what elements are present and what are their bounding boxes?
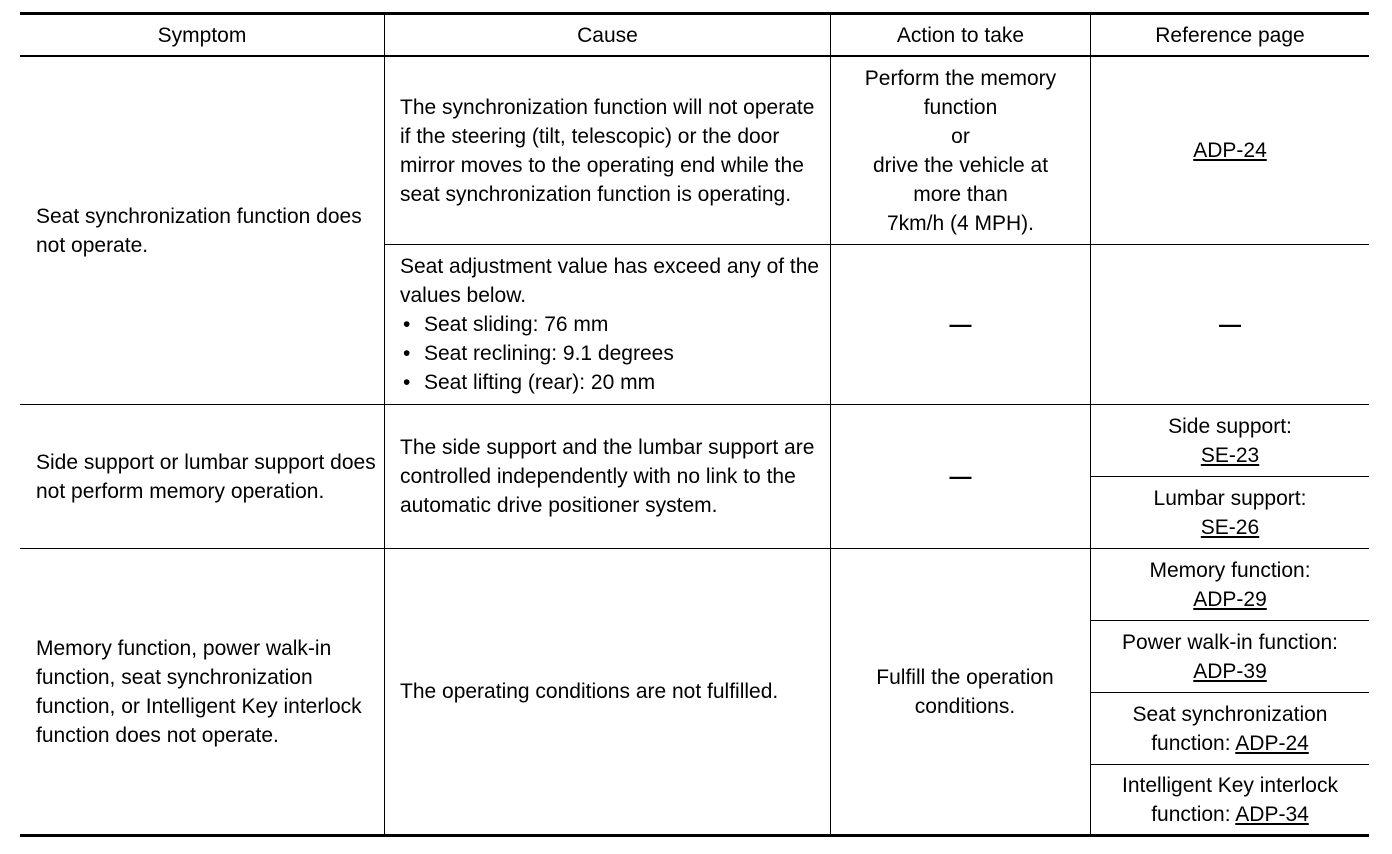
header-reference: Reference page xyxy=(1155,23,1305,47)
reference-cell xyxy=(1091,57,1369,244)
cause-independent-control: The side support and the lumbar support are controlled independently with no link to the automatic drive positioner system. xyxy=(400,436,815,517)
reference-link-adp-39[interactable]: ADP-39 xyxy=(1193,659,1267,683)
action-line: drive the vehicle at xyxy=(872,153,1049,177)
reference-link-adp-34[interactable]: ADP-34 xyxy=(1235,802,1309,826)
bullet-item: • Seat lifting (rear): 20 mm xyxy=(400,368,824,397)
reference-label: Memory function: xyxy=(1149,558,1311,582)
symptom-side-lumbar: Side support or lumbar support does not perform memory operation. xyxy=(36,450,376,503)
action-line: function xyxy=(923,95,998,119)
reference-label: Side support: xyxy=(1168,414,1292,438)
reference-link-se-23[interactable]: SE-23 xyxy=(1200,443,1260,467)
cause-conditions-not-fulfilled: The operating conditions are not fulfilled. xyxy=(400,680,779,703)
reference-link-se-26[interactable]: SE-26 xyxy=(1200,515,1260,539)
reference-label: function: xyxy=(1151,731,1231,755)
action-perform-memory xyxy=(831,57,1090,244)
reference-label: Lumbar support: xyxy=(1153,486,1307,510)
reference-none: — xyxy=(1219,312,1241,337)
reference-label: Intelligent Key interlock xyxy=(1122,773,1338,797)
header-cause: Cause xyxy=(577,23,638,47)
reference-label: Power walk-in function: xyxy=(1122,630,1338,654)
cause-adjustment-exceeded xyxy=(400,245,824,404)
action-line: more than xyxy=(913,182,1008,206)
action-none: — xyxy=(949,312,972,337)
reference-lumbar-support xyxy=(1091,477,1369,548)
header-action: Action to take xyxy=(896,23,1025,47)
reference-memory-function xyxy=(1091,549,1369,620)
action-line: or xyxy=(951,124,970,148)
action-none: — xyxy=(949,464,972,489)
bullet-item: • Seat reclining: 9.1 degrees xyxy=(400,339,824,368)
bullet-item: • Seat sliding: 76 mm xyxy=(400,310,824,339)
reference-label: function: xyxy=(1151,802,1231,826)
reference-link-adp-24[interactable]: ADP-24 xyxy=(1235,731,1309,755)
reference-side-support xyxy=(1091,405,1369,476)
action-line: 7km/h (4 MPH). xyxy=(886,211,1034,235)
action-line: Perform the memory xyxy=(864,66,1057,90)
reference-link-adp-24[interactable]: ADP-24 xyxy=(1193,139,1267,162)
table-bottom-rule xyxy=(20,834,1369,837)
reference-power-walk-in xyxy=(1091,621,1369,692)
action-fulfill-conditions: Fulfill the operation conditions. xyxy=(876,665,1054,718)
reference-intelligent-key xyxy=(1091,765,1369,834)
column-divider xyxy=(384,14,385,835)
cause-intro: Seat adjustment value has exceed any of the values below. xyxy=(400,255,820,307)
cause-sync-operating-end: The synchronization function will not operate if the steering (tilt, telescopic) or the door mirror moves to the operating end while the seat synchronization function is operating. xyxy=(400,95,815,206)
header-symptom: Symptom xyxy=(157,23,247,47)
reference-link-adp-29[interactable]: ADP-29 xyxy=(1193,587,1267,611)
cause-bullet-list xyxy=(400,310,824,397)
reference-seat-sync xyxy=(1091,693,1369,764)
reference-label: Seat synchronization xyxy=(1132,702,1328,726)
symptom-memory-functions: Memory function, power walk-in function, seat synchronization function, or Intelligent Key interlock function does not operate. xyxy=(36,636,362,747)
symptom-seat-sync: Seat synchronization function does not operate. xyxy=(36,204,362,257)
